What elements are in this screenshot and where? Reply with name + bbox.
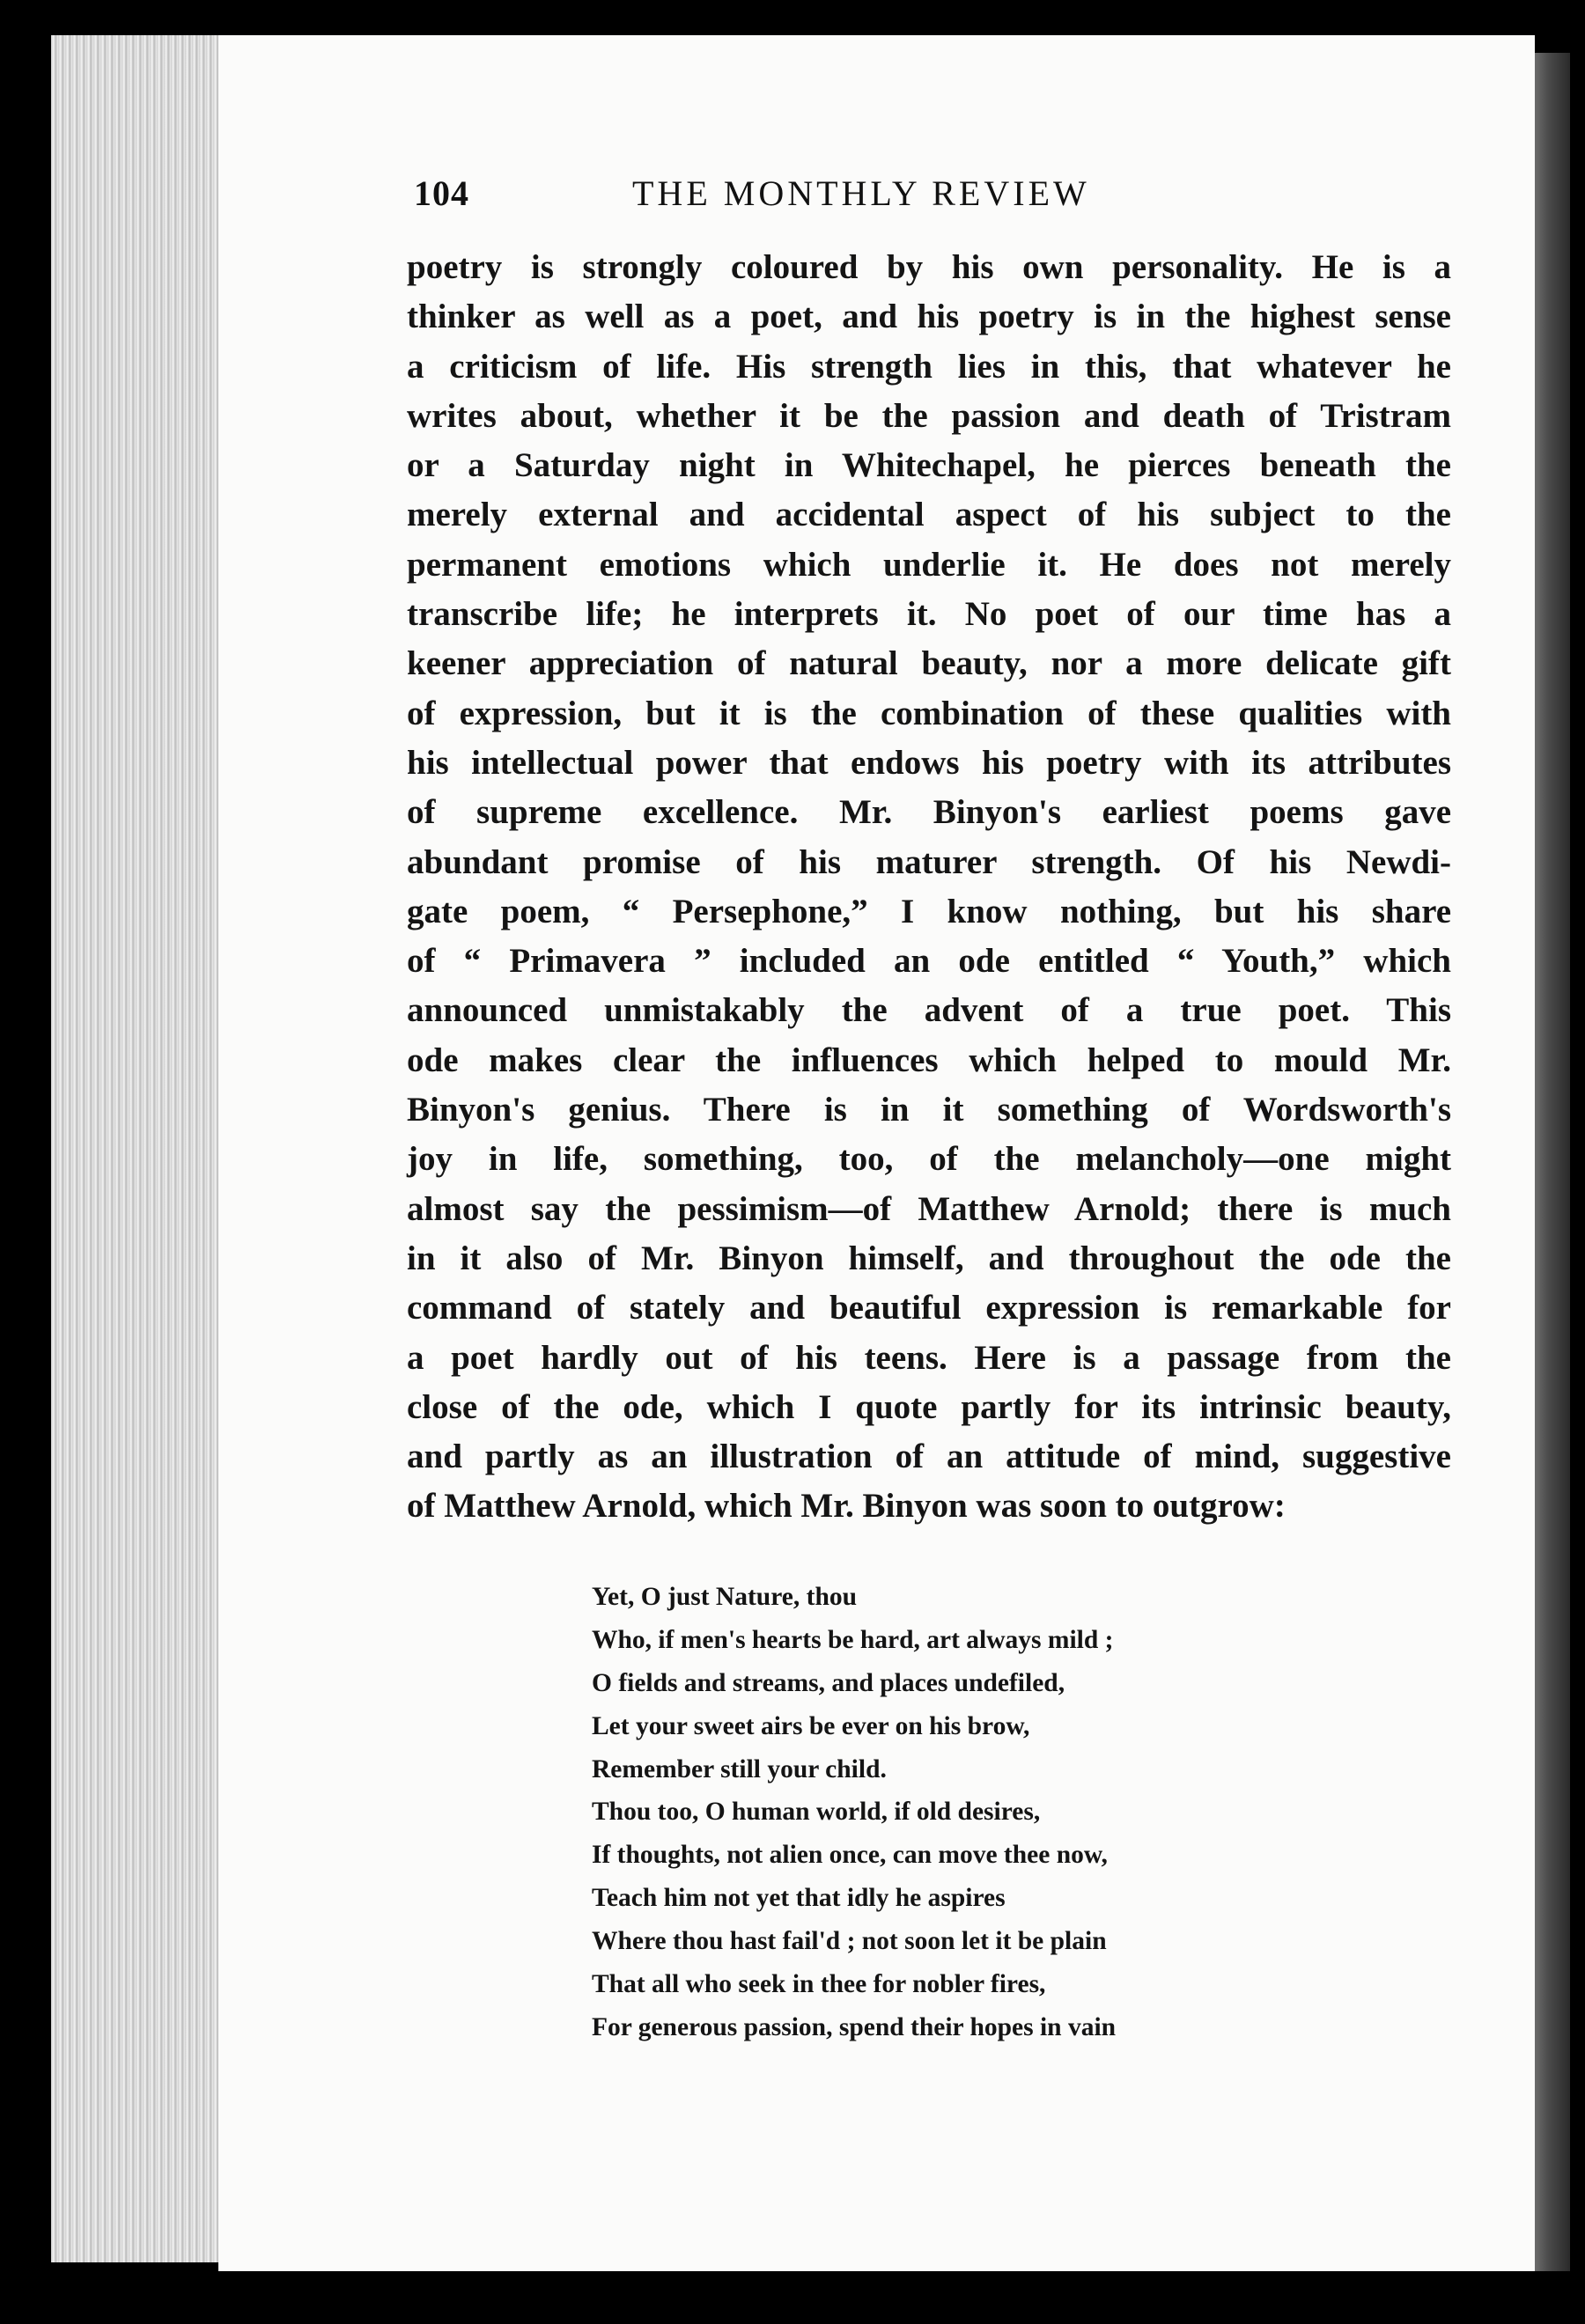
text-line: command of stately and beautiful expression is remarkable for <box>407 1289 1451 1327</box>
text-line: of “ Primavera ” included an ode entitled “ Youth,” which <box>407 942 1451 981</box>
poem-line: Where thou hast fail'd ; not soon let it be plain <box>592 1927 1107 1956</box>
text-line: a poet hardly out of his teens. Here is a passage from the <box>407 1338 1451 1377</box>
text-line: abundant promise of his maturer strength. Of his Newdi- <box>407 842 1451 881</box>
text-line: of expression, but it is the combination of these qualities with <box>407 694 1451 732</box>
text-line: poetry is strongly coloured by his own personality. He is a <box>407 248 1451 286</box>
text-line: merely external and accidental aspect of his subject to the <box>407 496 1451 534</box>
text-line: joy in life, something, too, of the melancholy—one might <box>407 1140 1451 1179</box>
text-line: and partly as an illustration of an attitude of mind, suggestive <box>407 1438 1451 1476</box>
text-line: permanent emotions which underlie it. He does not merely <box>407 545 1451 584</box>
running-title: THE MONTHLY REVIEW <box>632 173 1090 213</box>
page-number: 104 <box>414 173 469 213</box>
poem-line: That all who seek in thee for nobler fires, <box>592 1970 1046 1999</box>
poem-line: O fields and streams, and places undefiled, <box>592 1668 1065 1697</box>
text-line: close of the ode, which I quote partly for its intrinsic beauty, <box>407 1387 1451 1426</box>
text-line: of supreme excellence. Mr. Binyon's earliest poems gave <box>407 793 1451 832</box>
poem-line: Remember still your child. <box>592 1754 887 1783</box>
poem-line: Thou too, O human world, if old desires, <box>592 1798 1041 1827</box>
text-line: transcribe life; he interprets it. No poet of our time has a <box>407 595 1451 634</box>
running-header <box>414 173 1242 225</box>
poem-line: Who, if men's hearts be hard, art always mild ; <box>592 1625 1114 1654</box>
poem-line: If thoughts, not alien once, can move thee now, <box>592 1841 1108 1870</box>
poem-line: Yet, O just Nature, thou <box>592 1583 858 1611</box>
text-line: announced unmistakably the advent of a true poet. This <box>407 991 1451 1030</box>
text-line: ode makes clear the influences which helped to mould Mr. <box>407 1041 1451 1079</box>
text-line: a criticism of life. His strength lies in this, that whatever he <box>407 347 1451 386</box>
text-line: writes about, whether it be the passion and death of Tristram <box>407 396 1451 435</box>
text-line: of Matthew Arnold, which Mr. Binyon was soon to outgrow: <box>407 1487 1286 1526</box>
text-line: his intellectual power that endows his poetry with its attributes <box>407 743 1451 782</box>
poem-line: Teach him not yet that idly he aspires <box>592 1884 1006 1913</box>
poem-line: Let your sweet airs be ever on his brow, <box>592 1711 1030 1740</box>
text-line: thinker as well as a poet, and his poetry is in the highest sense <box>407 298 1451 336</box>
binding-edge <box>1535 53 1570 2271</box>
page-fore-edge <box>51 35 218 2262</box>
text-line: almost say the pessimism—of Matthew Arnold; there is much <box>407 1189 1451 1228</box>
text-line: in it also of Mr. Binyon himself, and throughout the ode the <box>407 1239 1451 1277</box>
text-line: or a Saturday night in Whitechapel, he pierces beneath the <box>407 446 1451 485</box>
prose-paragraph <box>407 243 1451 1532</box>
poem-line: For generous passion, spend their hopes in vain <box>592 2012 1117 2041</box>
text-line: Binyon's genius. There is in it something of Wordsworth's <box>407 1091 1451 1129</box>
text-line: gate poem, “ Persephone,” I know nothing, but his share <box>407 892 1451 930</box>
text-line: keener appreciation of natural beauty, nor a more delicate gift <box>407 644 1451 683</box>
poem-quotation <box>592 1576 1261 2049</box>
